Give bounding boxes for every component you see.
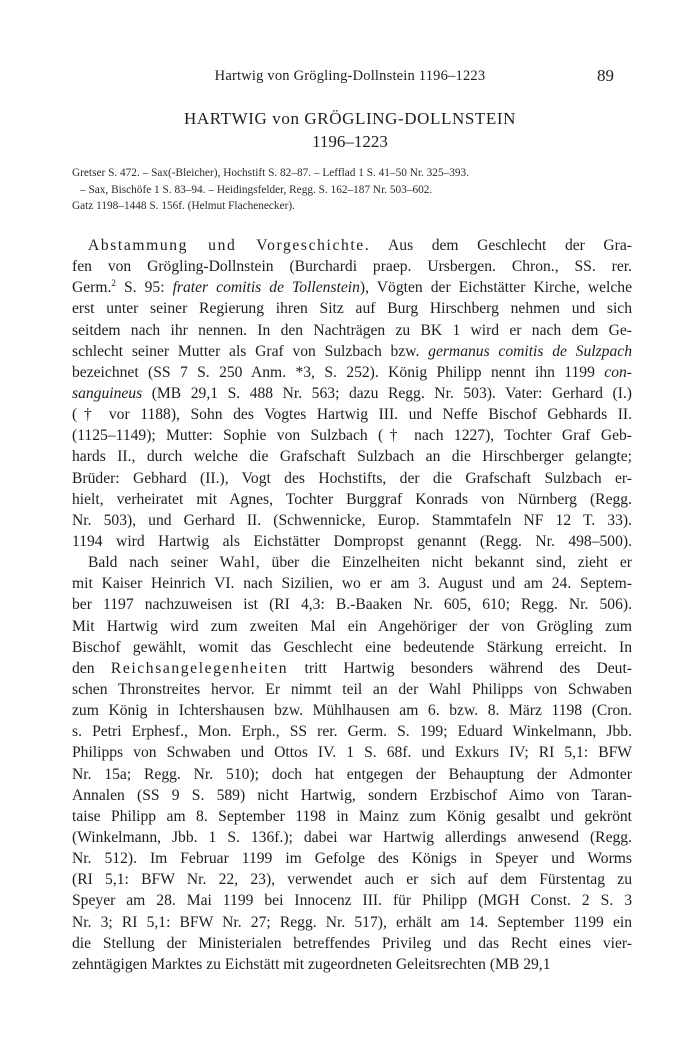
text-line: hards II., durch welche die Grafschaft Sulzbach an die Hirschberger gelangte; [72, 448, 632, 466]
text-line: Bald nach seiner Wahl, über die Einzelheiten nicht bekannt sind, zieht er [88, 554, 632, 572]
running-title: Hartwig von Grögling-Dollnstein 1196–1223 [214, 68, 486, 84]
text-line: Speyer am 28. Mai 1199 bei Innocenz III. für Philipp (MGH Const. 2 S. 3 [72, 892, 632, 910]
text-line: den Reichsangelegenheiten tritt Hartwig besonders während des Deut- [72, 659, 632, 677]
text-line: s. Petri Erphesf., Mon. Erph., SS rer. Germ. S. 199; Eduard Winkelmann, Jbb. [72, 723, 632, 741]
text-line: bezeichnet (SS 7 S. 250 Anm. *3, S. 252). König Philipp nennt ihn 1199 con- [72, 363, 632, 381]
heading-dates: 1196–1223 [312, 132, 388, 151]
text-line: schlecht seiner Mutter als Graf von Sulzbach bzw. germanus comitis de Sulzpach [72, 342, 632, 360]
text-line: Germ.$^2$ S. 95: frater comitis de Tollenstein), Vögten der Eichstätter Kirche, welche [72, 278, 632, 297]
text-line: hielt, verheiratet mit Agnes, Tochter Burggraf Konrads von Nürnberg (Regg. [72, 490, 632, 508]
text-line: Nr. 503), und Gerhard II. (Schwennicke, Europ. Stammtafeln NF 12 T. 33). [72, 511, 632, 529]
text-line: taise Philipp am 8. September 1198 in Mainz zum König gesalbt und gekrönt [72, 807, 632, 825]
running-head [0, 66, 700, 88]
text-line: seitdem nach ihr nennen. In den Nachträgen zu BK 1 wird er nach dem Ge- [72, 321, 632, 339]
text-line: erst unter seiner Regierung ihren Sitz auf Burg Hirschberg nehmen und sich [72, 300, 632, 318]
text-line: fen von Grögling-Dollnstein (Burchardi praep. Ursbergen. Chron., SS. rer. [72, 258, 632, 276]
text-line: sanguineus (MB 29,1 S. 488 Nr. 563; dazu Regg. Nr. 503). Vater: Gerhard (I.) [72, 384, 632, 402]
text-line: Abstammung und Vorgeschichte. Aus dem Geschlecht der Gra- [88, 237, 632, 254]
text-line: 1194 wird Hartwig als Eichstätter Dompropst genannt (Regg. Nr. 498–500). [72, 532, 632, 550]
entry-heading [0, 108, 700, 153]
text-line: die Stellung der Ministerialen betreffendes Privileg und das Recht eines vier- [72, 934, 632, 952]
text-line: mit Kaiser Heinrich VI. nach Sizilien, wo er am 3. August und am 24. Septem- [72, 575, 632, 593]
text-line: Mit Hartwig wird zum zweiten Mal ein Angehöriger der von Grögling zum [72, 617, 632, 635]
text-line: Nr. 3; RI 5,1: BFW Nr. 27; Regg. Nr. 517), erhält am 14. September 1199 ein [72, 913, 632, 931]
heading-name: HARTWIG von GRÖGLING-DOLLNSTEIN [183, 109, 517, 128]
text-line: zum König in Ichtershausen bzw. Mühlhausen am 6. bzw. 8. März 1198 (Cron. [72, 702, 632, 720]
text-line: Brüder: Gebhard (II.), Vogt des Hochstifts, der die Grafschaft Sulzbach er- [72, 469, 632, 487]
text-line: Bischof gewählt, womit das Geschlecht eine bedeutende Stärkung erreicht. In [72, 638, 632, 656]
text-line: Annalen (SS 9 S. 589) nicht Hartwig, sondern Erzbischof Aimo von Taran- [72, 786, 632, 804]
text-line: Nr. 15a; Regg. Nr. 510); doch hat entgegen der Behauptung der Admonter [72, 765, 632, 783]
page-number: 89 [597, 66, 614, 85]
source-line: – Sax, Bischöfe 1 S. 83–94. – Heidingsfelder, Regg. S. 162–187 Nr. 503–602. [80, 183, 433, 196]
text-line: Philipps von Schwaben und Ottos IV. 1 S. 68f. und Exkurs IV; RI 5,1: BFW [72, 744, 632, 762]
text-line: ber 1197 nachzuweisen ist (RI 4,3: B.-Baaken Nr. 605, 610; Regg. Nr. 506). [72, 596, 632, 614]
text-line: (1125–1149); Mutter: Sophie von Sulzbach († nach 1227), Tochter Graf Geb- [72, 427, 632, 445]
text-line: (Winkelmann, Jbb. 1 S. 136f.); dabei war Hartwig allerdings anwesend (Regg. [72, 828, 632, 846]
text-line: († vor 1188), Sohn des Vogtes Hartwig III. und Neffe Bischof Gebhards II. [72, 406, 632, 424]
text-line: schen Thronstreites hervor. Er nimmt teil an der Wahl Philipps von Schwaben [72, 680, 632, 698]
section-label: Abstammung und Vorgeschichte. [88, 237, 371, 254]
source-line: Gatz 1198–1448 S. 156f. (Helmut Flachenecker). [72, 200, 295, 212]
source-line: Gretser S. 472. – Sax(-Bleicher), Hochstift S. 82–87. – Lefflad 1 S. 41–50 Nr. 325–393. [72, 167, 470, 179]
text-line: zehntägigen Marktes zu Eichstätt mit zugeordneten Geleitsrechten (MB 29,1 [72, 955, 551, 973]
text-line: Nr. 512). Im Februar 1199 im Gefolge des Königs in Speyer und Worms [72, 850, 632, 868]
text-line: (RI 5,1: BFW Nr. 22, 23), verwendet auch er sich auf dem Fürstentag zu [72, 871, 632, 889]
sources-block [72, 165, 632, 215]
body-text [72, 235, 632, 975]
